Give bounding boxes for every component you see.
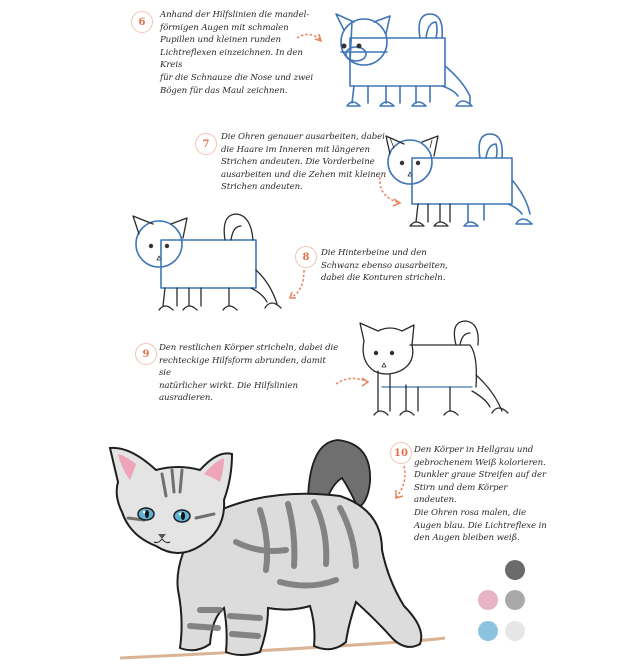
step-number-badge: 10	[390, 442, 412, 464]
step-number-badge: 8	[295, 246, 317, 268]
step-instruction: Die Hinterbeine und den Schwanz ebenso ausarbeiten, dabei die Konturen stricheln.	[321, 248, 448, 284]
step-instruction: Den restlichen Körper stricheln, dabei die rechteckige Hilfsform abrunden, damit sie natürlicher wirkt. Die Hilfslinien ausradieren.	[159, 343, 339, 404]
step-number-badge: 6	[131, 11, 153, 33]
dashed-arrow-icon	[286, 268, 311, 304]
swatch-off-white	[505, 621, 525, 641]
swatch-mid-grey	[505, 590, 525, 610]
swatch-dark-grey	[505, 560, 525, 580]
kitten-sketch-step-8	[125, 210, 295, 315]
kitten-sketch-step-6	[330, 10, 510, 110]
step-number-badge: 9	[135, 343, 157, 365]
step-number-badge: 7	[195, 133, 217, 155]
step-instruction: Den Körper in Hellgrau und gebrochenem Weiß kolorieren. Dunkler graue Streifen auf der Stirn und dem Körper andeuten. Die Ohren rosa malen, die Augen blau. Die Lichtreflexe in den Augen bleiben weiß.	[414, 445, 547, 544]
dashed-arrow-icon	[295, 30, 325, 50]
kitten-sketch-step-9	[352, 315, 512, 425]
step-instruction: Die Ohren genauer ausarbeiten, dabei die Haare im Inneren mit längeren Strichen andeuten. Die Vorderbeine ausarbeiten und die Zehen mit kleinen Strichen andeuten.	[221, 132, 387, 193]
swatch-pink	[478, 590, 498, 610]
swatch-light-blue	[478, 621, 498, 641]
kitten-sketch-step-7	[380, 130, 530, 235]
step-instruction: Anhand der Hilfslinien die mandel- förmigen Augen mit schmalen Pupillen und kleinen runden Lichtreflexen einzeichnen. In den Kreis für die Schnauze die Nose und zwei Bögen für das Maul zeichnen.	[160, 10, 314, 96]
dashed-arrow-icon	[392, 464, 412, 504]
